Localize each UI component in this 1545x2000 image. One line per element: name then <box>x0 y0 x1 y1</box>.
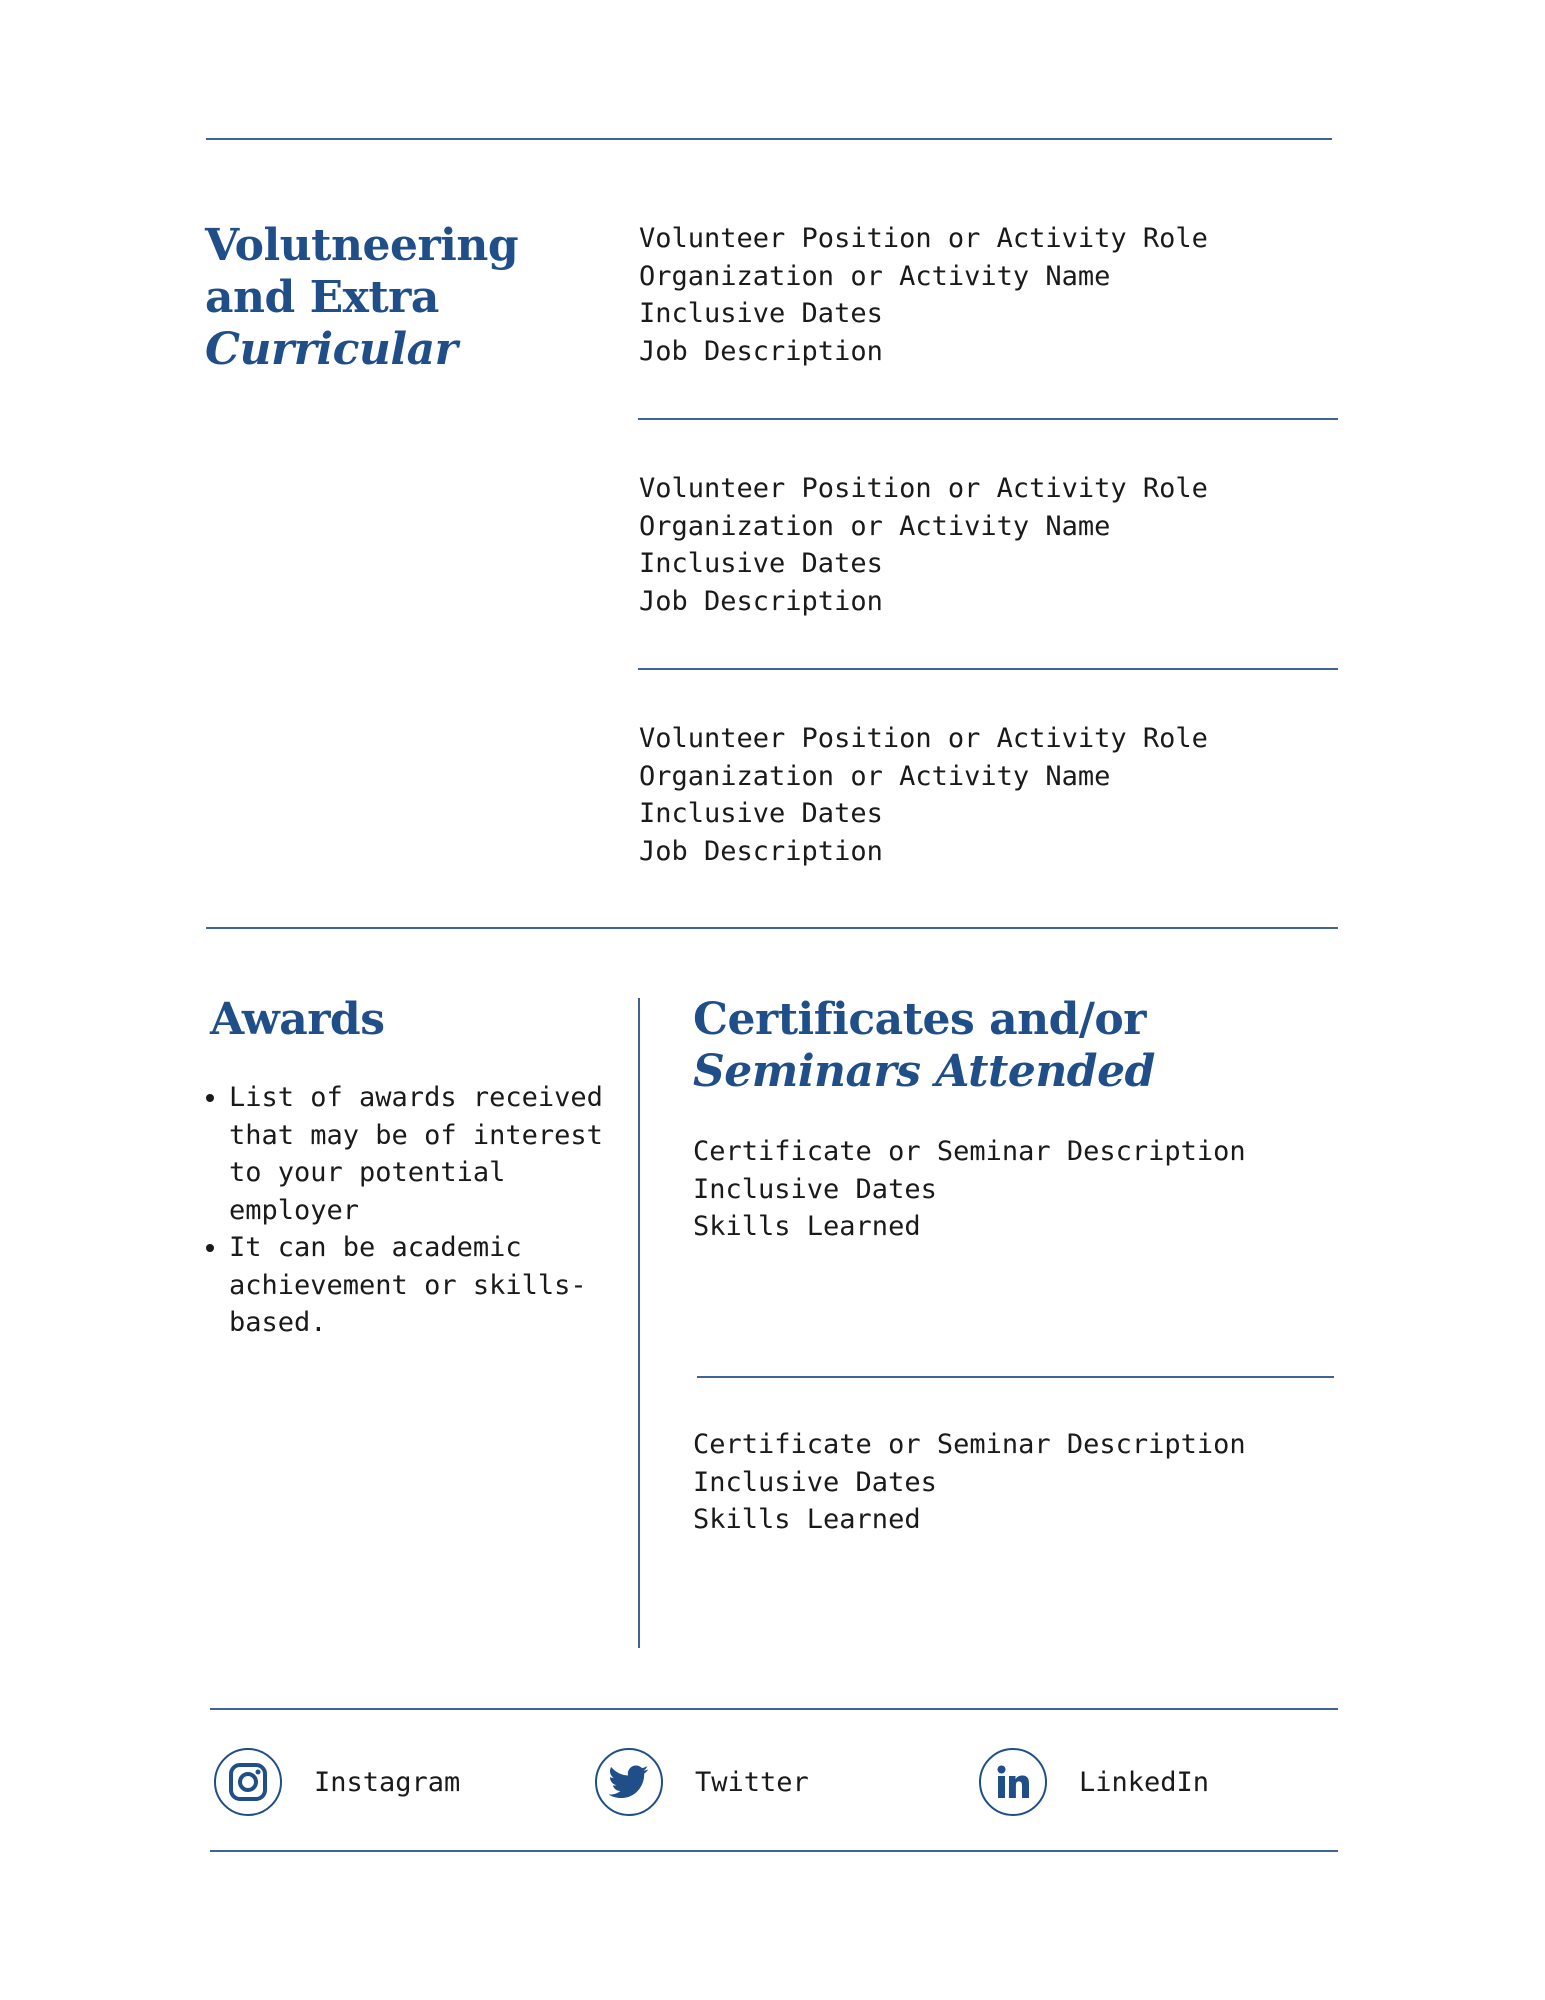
twitter-icon <box>595 1748 663 1816</box>
linkedin-icon <box>979 1748 1047 1816</box>
instagram-label: Instagram <box>314 1766 461 1798</box>
volunteering-heading <box>205 220 605 376</box>
social-twitter[interactable] <box>595 1748 809 1816</box>
certificate-entry <box>693 1133 1246 1246</box>
volunteer-entry <box>639 720 1208 870</box>
volunteer-description: Job Description <box>639 335 883 367</box>
certificate-entry <box>693 1426 1246 1539</box>
instagram-icon <box>214 1748 282 1816</box>
volunteering-heading-line1: Volutneering <box>205 220 519 271</box>
certificates-heading <box>693 994 1333 1098</box>
certificate-dates: Inclusive Dates <box>693 1173 937 1205</box>
volunteer-dates: Inclusive Dates <box>639 548 883 579</box>
award-item: • List of awards received that may be of interest to your potential employer <box>229 1079 639 1229</box>
certificates-heading-line1: Certificates and/or <box>693 994 1146 1045</box>
certificate-dates: Inclusive Dates <box>693 1466 937 1498</box>
certificate-description: Certificate or Seminar Description <box>693 1429 1246 1460</box>
awards-list <box>196 1079 639 1342</box>
volunteer-entry-divider-2 <box>638 668 1338 670</box>
volunteer-organization: Organization or Activity Name <box>639 260 1111 292</box>
social-bottom-divider <box>210 1850 1338 1852</box>
volunteer-description: Job Description <box>639 835 883 867</box>
twitter-label: Twitter <box>695 1766 809 1798</box>
volunteer-role: Volunteer Position or Activity Role <box>639 723 1208 754</box>
volunteer-role: Volunteer Position or Activity Role <box>639 223 1208 254</box>
social-instagram[interactable] <box>214 1748 460 1816</box>
certificate-skills: Skills Learned <box>693 1211 921 1242</box>
volunteer-organization: Organization or Activity Name <box>639 760 1111 792</box>
volunteer-dates: Inclusive Dates <box>639 798 883 829</box>
social-top-divider <box>210 1708 1338 1710</box>
volunteer-entry <box>639 470 1208 620</box>
volunteering-heading-line3: Curricular <box>205 324 458 375</box>
volunteer-entry <box>639 220 1208 370</box>
top-divider <box>206 138 1332 140</box>
certificate-description: Certificate or Seminar Description <box>693 1136 1246 1167</box>
awards-heading: Awards <box>210 994 385 1045</box>
certificates-heading-line2: Seminars Attended <box>693 1046 1155 1097</box>
certificate-skills: Skills Learned <box>693 1504 921 1535</box>
volunteer-role: Volunteer Position or Activity Role <box>639 473 1208 504</box>
social-linkedin[interactable] <box>979 1748 1209 1816</box>
award-item: • It can be academic achievement or skills-based. <box>229 1229 639 1342</box>
linkedin-label: LinkedIn <box>1079 1766 1210 1798</box>
volunteer-description: Job Description <box>639 585 883 617</box>
section-divider <box>206 927 1338 929</box>
volunteer-dates: Inclusive Dates <box>639 298 883 329</box>
volunteering-heading-line2: and Extra <box>205 272 439 323</box>
volunteer-entry-divider-1 <box>638 418 1338 420</box>
volunteer-organization: Organization or Activity Name <box>639 510 1111 542</box>
certificate-entry-divider <box>697 1376 1334 1378</box>
